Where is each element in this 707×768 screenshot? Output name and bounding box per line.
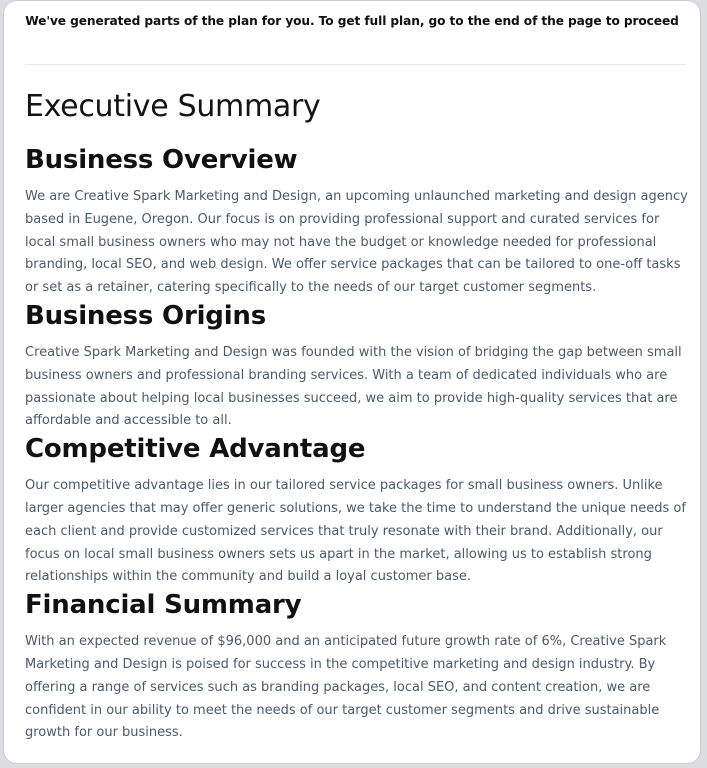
- section-financial-summary: [25, 589, 689, 745]
- executive-summary-content: [25, 87, 689, 745]
- header-divider: [25, 64, 686, 65]
- section-body: With an expected revenue of $96,000 and an anticipated future growth rate of 6%, Creative Spark Marketing and Design is poised for success in the competitive marketing and design industry. By offering a range of services such as branding packages, local SEO, and content creation, we are confident in our ability to meet the needs of our target customer segments and drive sustainable growth for our business.: [25, 634, 667, 741]
- page-title: Executive Summary: [25, 89, 321, 124]
- plan-preview-panel: [3, 0, 701, 764]
- section-heading: Financial Summary: [25, 590, 302, 621]
- section-body: Creative Spark Marketing and Design was founded with the vision of bridging the gap between small business owners and professional branding services. With a team of dedicated individuals who are passionate about helping local businesses succeed, we aim to provide high-quality services that are affordable and accessible to all.: [25, 344, 682, 429]
- section-body: Our competitive advantage lies in our tailored service packages for small business owners. Unlike larger agencies that may offer generic solutions, we take the time to understand the unique needs of each client and provide customized services that truly resonate with their brand. Additionally, our focus on local small business owners sets us apart in the market, allowing us to establish strong relationships within the community and build a loyal customer base.: [25, 478, 686, 585]
- section-heading: Business Overview: [25, 145, 298, 175]
- generated-plan-notice: We've generated parts of the plan for you. To get full plan, go to the end of the page to proceed: [25, 14, 679, 28]
- section-heading: Competitive Advantage: [25, 434, 366, 465]
- section-body: We are Creative Spark Marketing and Design, an upcoming unlaunched marketing and design agency based in Eugene, Oregon. Our focus is on providing professional support and curated services for local small business owners who may not have the budget or knowledge needed for professional branding, local SEO, and web design. We offer service packages that can be tailored to one-off tasks or set as a retainer, catering specifically to the needs of our target customer segments.: [25, 189, 688, 296]
- section-competitive-advantage: [25, 433, 689, 589]
- section-heading: Business Origins: [25, 300, 267, 331]
- section-business-origins: [25, 300, 689, 433]
- section-business-overview: [25, 144, 689, 300]
